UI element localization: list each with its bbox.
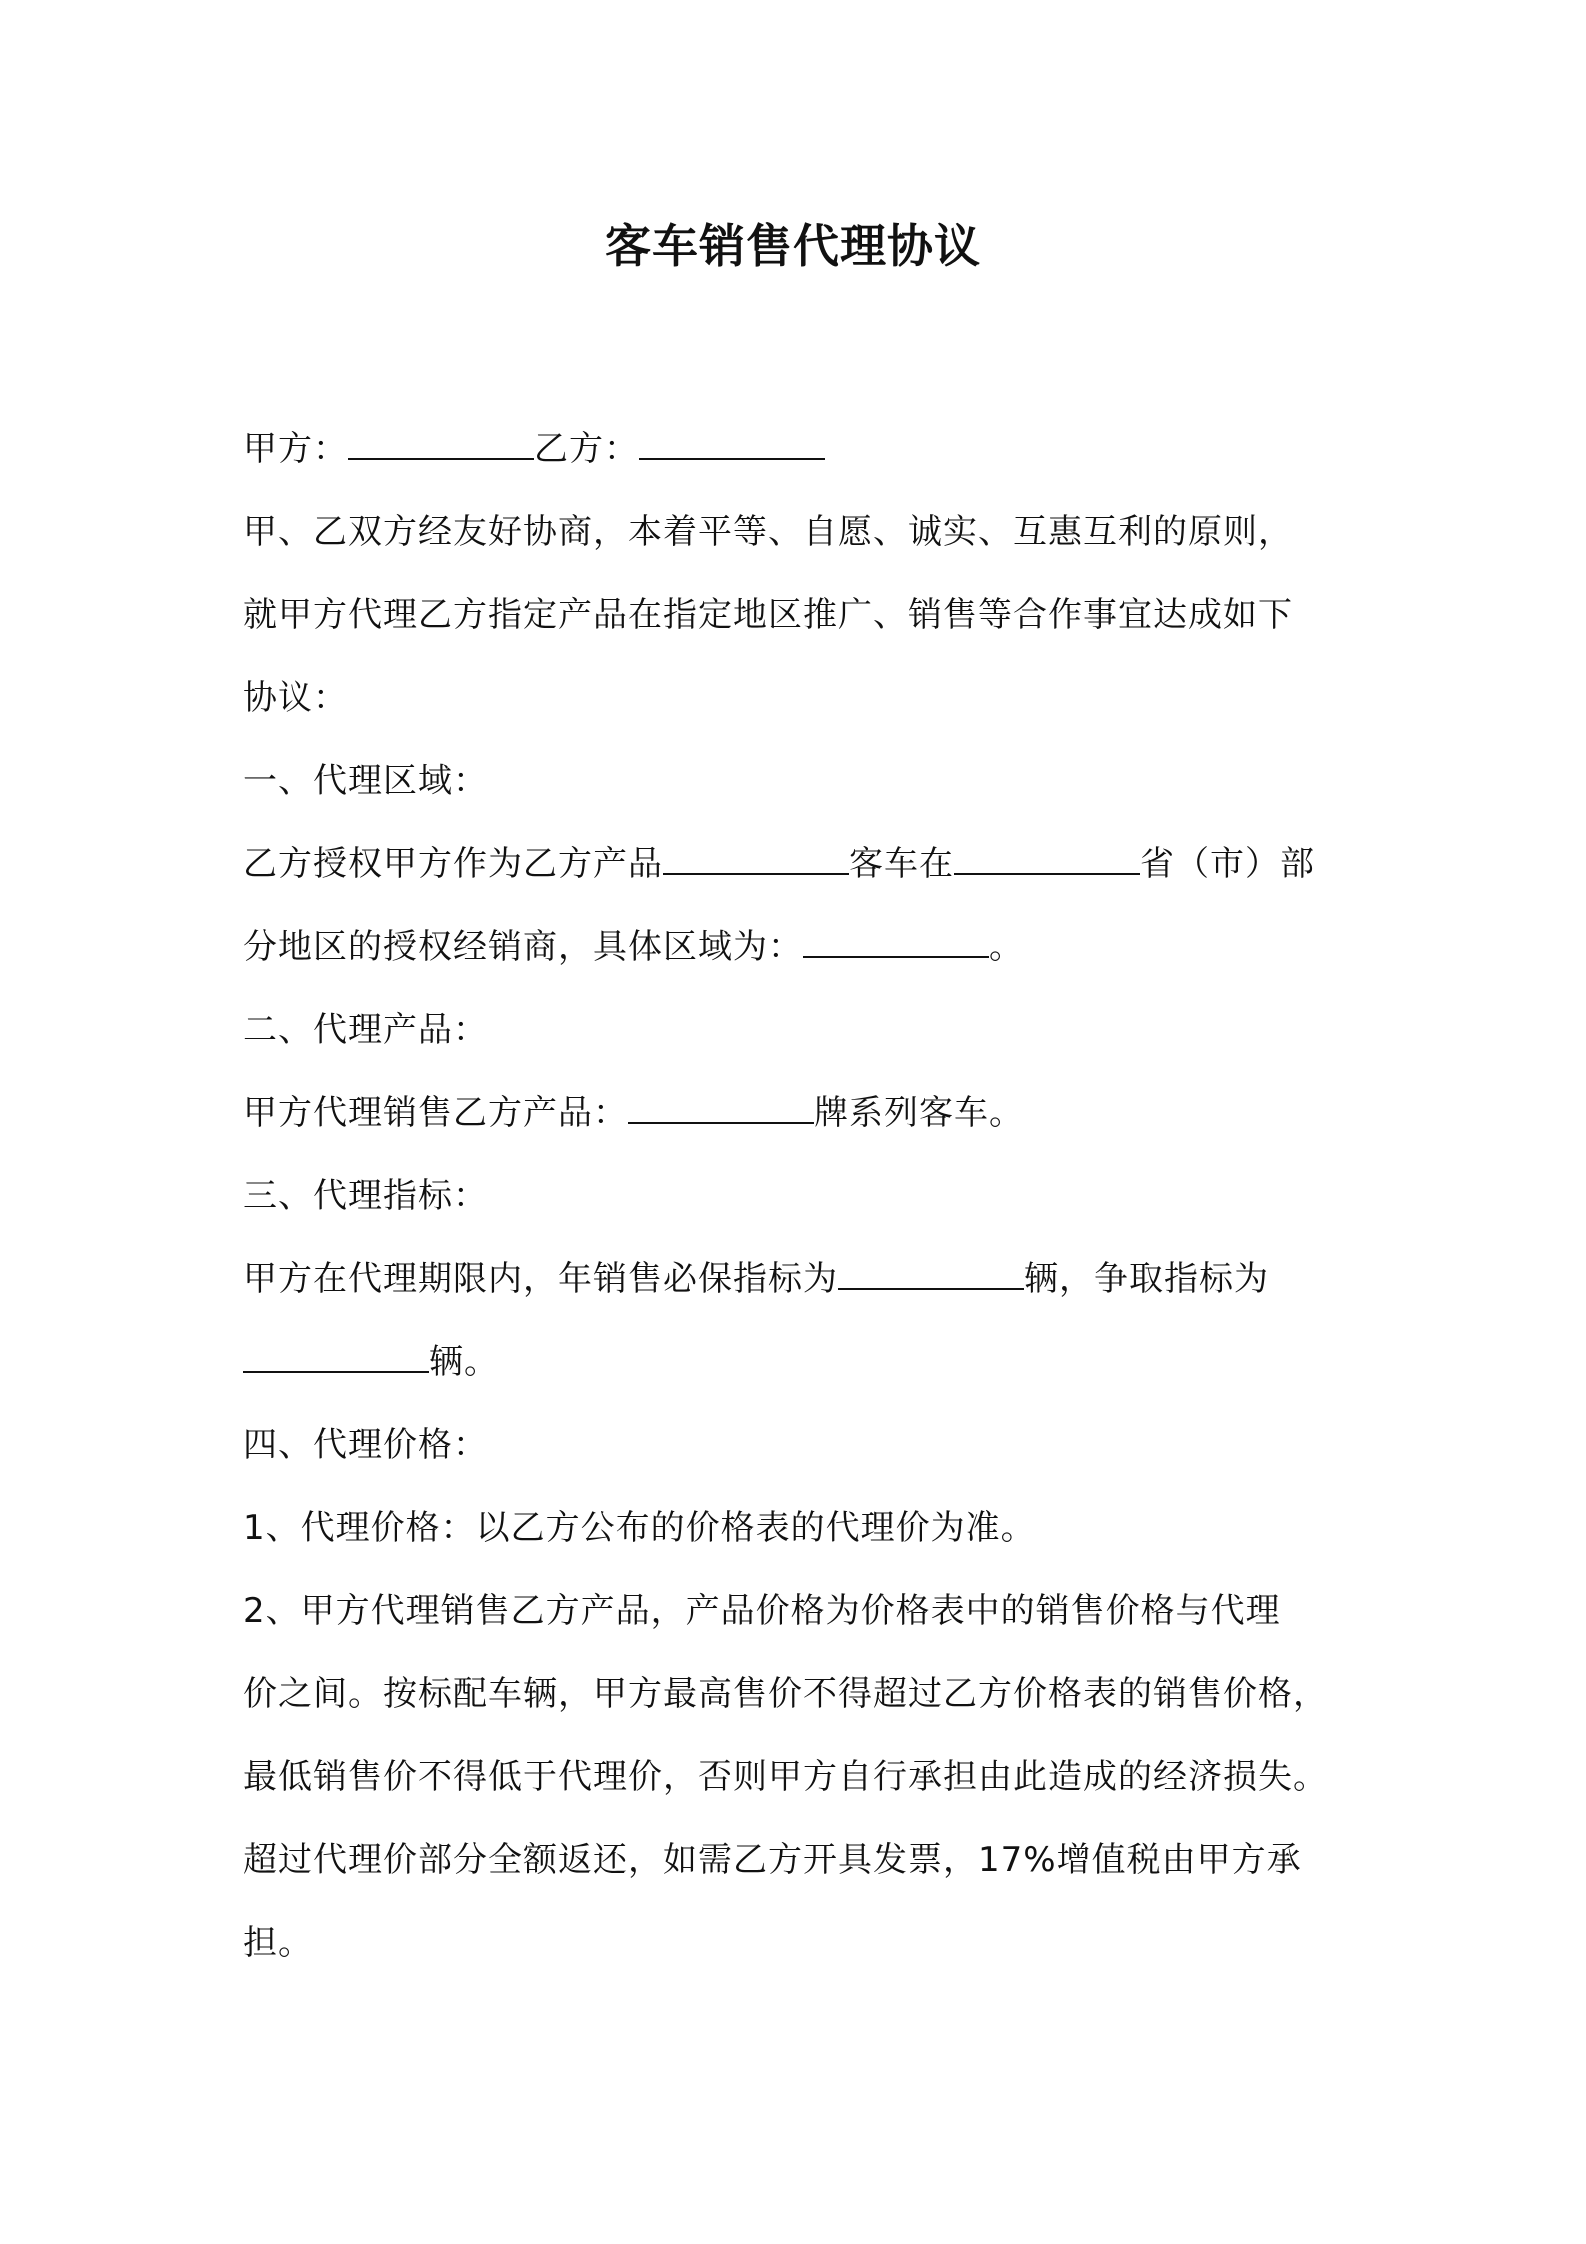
document-body [243, 408, 1383, 1985]
text-segment: 乙方： [534, 429, 639, 469]
text-line [243, 1819, 1383, 1902]
text-segment: 超过代理价部分全额返还，如需乙方开具发票，17%增值税由甲方承 [243, 1840, 1302, 1880]
fill-in-blank [838, 1258, 1024, 1290]
fill-in-blank [628, 1092, 814, 1124]
text-line [243, 1653, 1383, 1736]
text-line [243, 1321, 1383, 1404]
text-line [243, 989, 1383, 1072]
text-segment: 就甲方代理乙方指定产品在指定地区推广、销售等合作事宜达成如下 [243, 595, 1293, 635]
text-segment: 甲、乙双方经友好协商，本着平等、自愿、诚实、互惠互利的原则， [243, 512, 1293, 552]
text-line [243, 1487, 1383, 1570]
text-line [243, 574, 1383, 657]
text-segment: 1、代理价格：以乙方公布的价格表的代理价为准。 [243, 1508, 1036, 1548]
text-segment: 。 [989, 927, 1024, 967]
text-segment: 三、代理指标： [243, 1176, 488, 1216]
text-line [243, 1404, 1383, 1487]
text-line [243, 1736, 1383, 1819]
text-segment: 分地区的授权经销商，具体区域为： [243, 927, 803, 967]
text-segment: 辆。 [429, 1342, 499, 1382]
text-line [243, 1155, 1383, 1238]
text-segment: 甲方代理销售乙方产品： [243, 1093, 628, 1133]
text-line [243, 823, 1383, 906]
text-segment: 担。 [243, 1923, 313, 1963]
text-segment: 客车在 [849, 844, 954, 884]
text-line [243, 408, 1383, 491]
text-segment: 牌系列客车。 [814, 1093, 1024, 1133]
document-title: 客车销售代理协议 [605, 219, 981, 273]
text-segment: 辆，争取指标为 [1024, 1259, 1269, 1299]
text-line [243, 906, 1383, 989]
fill-in-blank [803, 926, 989, 958]
text-segment: 省（市）部 [1140, 844, 1315, 884]
text-segment: 甲方在代理期限内，年销售必保指标为 [243, 1259, 838, 1299]
text-segment: 价之间。按标配车辆，甲方最高售价不得超过乙方价格表的销售价格， [243, 1674, 1328, 1714]
fill-in-blank [663, 843, 849, 875]
text-line [243, 740, 1383, 823]
text-line [243, 1570, 1383, 1653]
text-segment: 二、代理产品： [243, 1010, 488, 1050]
text-line [243, 491, 1383, 574]
text-segment: 甲方： [243, 429, 348, 469]
fill-in-blank [243, 1341, 429, 1373]
text-segment: 协议： [243, 678, 348, 718]
text-line [243, 657, 1383, 740]
text-line [243, 1072, 1383, 1155]
text-segment: 乙方授权甲方作为乙方产品 [243, 844, 663, 884]
text-segment: 一、代理区域： [243, 761, 488, 801]
fill-in-blank [639, 428, 825, 460]
text-segment: 四、代理价格： [243, 1425, 488, 1465]
fill-in-blank [348, 428, 534, 460]
text-segment: 最低销售价不得低于代理价，否则甲方自行承担由此造成的经济损失。 [243, 1757, 1328, 1797]
fill-in-blank [954, 843, 1140, 875]
text-line [243, 1238, 1383, 1321]
text-segment: 2、甲方代理销售乙方产品，产品价格为价格表中的销售价格与代理 [243, 1591, 1281, 1631]
text-line [243, 1902, 1383, 1985]
